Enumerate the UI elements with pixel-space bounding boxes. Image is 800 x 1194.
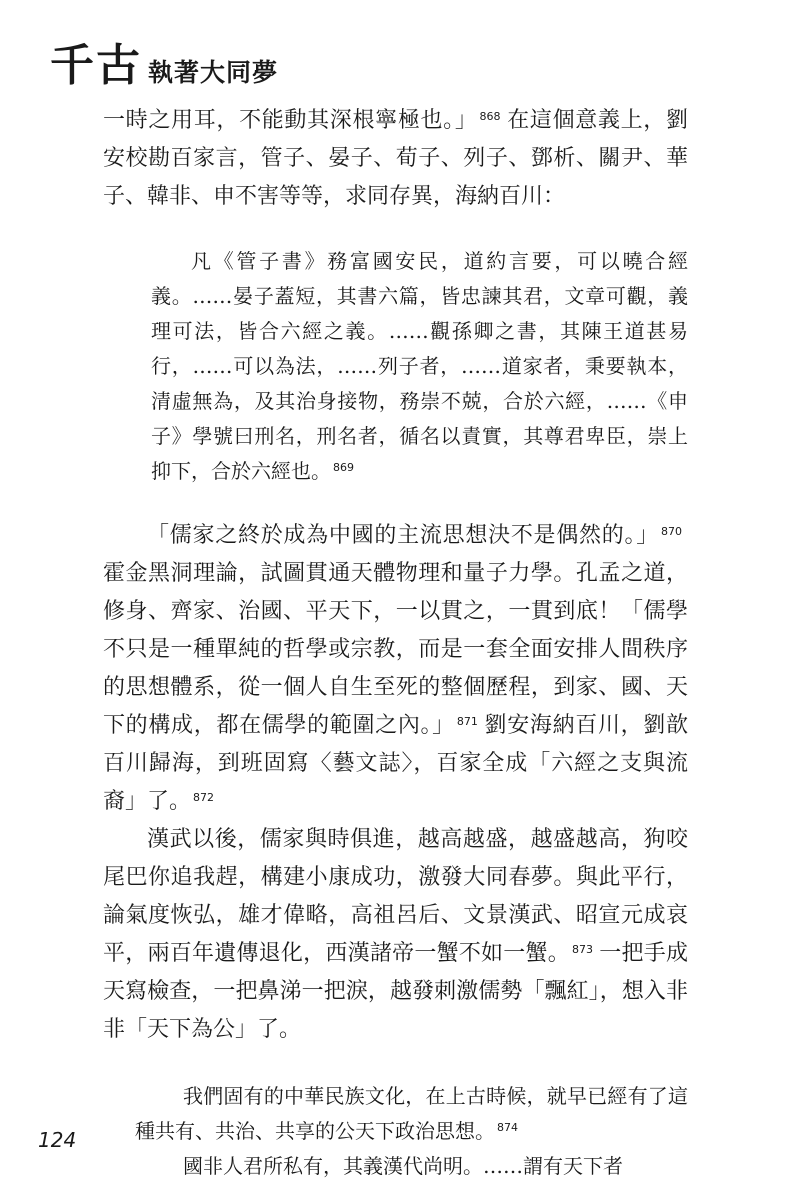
paragraph-confucian-mainstream: [103, 517, 688, 821]
paragraph-han-wudi: [103, 821, 688, 1049]
paragraph-text: 漢武以後，儒家與時俱進，越高越盛，越盛越高，狗咬尾巴你追我趕，構建小康成功，激發大同春夢。與此平行，論氣度恢弘，雄才偉略，高祖呂后、文景漢武、昭宣元成哀平，兩百年遺傳退化，西漢諸帝一蟹不如一蟹。: [103, 827, 688, 966]
quote-body: 凡《管子書》務富國安民，道約言要，可以曉合經義。……晏子蓋短，其書六篇，皆忠諫其君，文章可觀，義理可法，皆合六經之義。……觀孫卿之書，其陳王道甚易行，……可以為法，……列子者，……道家者，秉要執本，清虛無為，及其治身接物，務崇不兢，合於六經，……《申子》學號曰刑名，刑名者，循名以責實，其尊君卑臣，崇上抑下，合於六經也。: [151, 249, 688, 483]
quote-text: [103, 1149, 688, 1184]
quote-body: 國非人君所私有，其義漢代尚明。……謂有天下者: [183, 1154, 623, 1178]
block-quote-public-world: [103, 1079, 688, 1184]
book-title-main: 千古: [50, 40, 142, 91]
footnote-ref[interactable]: 869: [333, 461, 354, 474]
footnote-ref[interactable]: 874: [497, 1121, 518, 1134]
quote-text: [103, 1079, 688, 1149]
quote-body: 我們固有的中華民族文化，在上古時候，就早已經有了這種共有、共治、共享的公天下政治思想。: [135, 1084, 688, 1143]
running-header: [50, 28, 279, 91]
paragraph-text: 霍金黑洞理論，試圖貫通天體物理和量子力學。孔孟之道，修身、齊家、治國、平天下，一以貫之，一貫到底！「儒學不只是一種單純的哲學或宗教，而是一套全面安排人間秩序的思想體系，從一個人自生至死的整個歷程，到家、國、天下的構成，都在儒學的範圍之內。」: [103, 561, 688, 738]
footnote-ref[interactable]: 871: [456, 715, 478, 728]
paragraph-text: 「儒家之終於成為中國的主流思想決不是偶然的。」: [147, 523, 659, 548]
page-body: [103, 102, 688, 1184]
footnote-ref[interactable]: 872: [193, 791, 215, 804]
footnote-ref[interactable]: 870: [661, 525, 682, 538]
paragraph-intro: [103, 102, 688, 216]
paragraph-text: 一把手成天寫檢查，一把鼻涕一把淚，越發刺激儒勢「飄紅」，想入非非「天下為公」了。: [103, 941, 688, 1042]
quote-text: [103, 244, 688, 489]
block-quote-liuxiang: [103, 244, 688, 489]
paragraph-text: 劉安海納百川，劉歆百川歸海，到班固寫〈藝文誌〉，百家全成「六經之支與流裔」了。: [103, 713, 688, 814]
paragraph-text: 一時之用耳，不能動其深根寧極也。」: [103, 108, 478, 133]
footnote-ref[interactable]: 868: [479, 110, 501, 123]
footnote-ref[interactable]: 873: [572, 943, 594, 956]
book-title-sub: 執著大同夢: [148, 58, 279, 87]
paragraph-text: 在這個意義上，劉安校勘百家言，管子、晏子、荀子、列子、鄧析、關尹、華子、韓非、申不害等等，求同存異，海納百川：: [103, 108, 688, 209]
page-number: 124: [38, 1128, 77, 1152]
